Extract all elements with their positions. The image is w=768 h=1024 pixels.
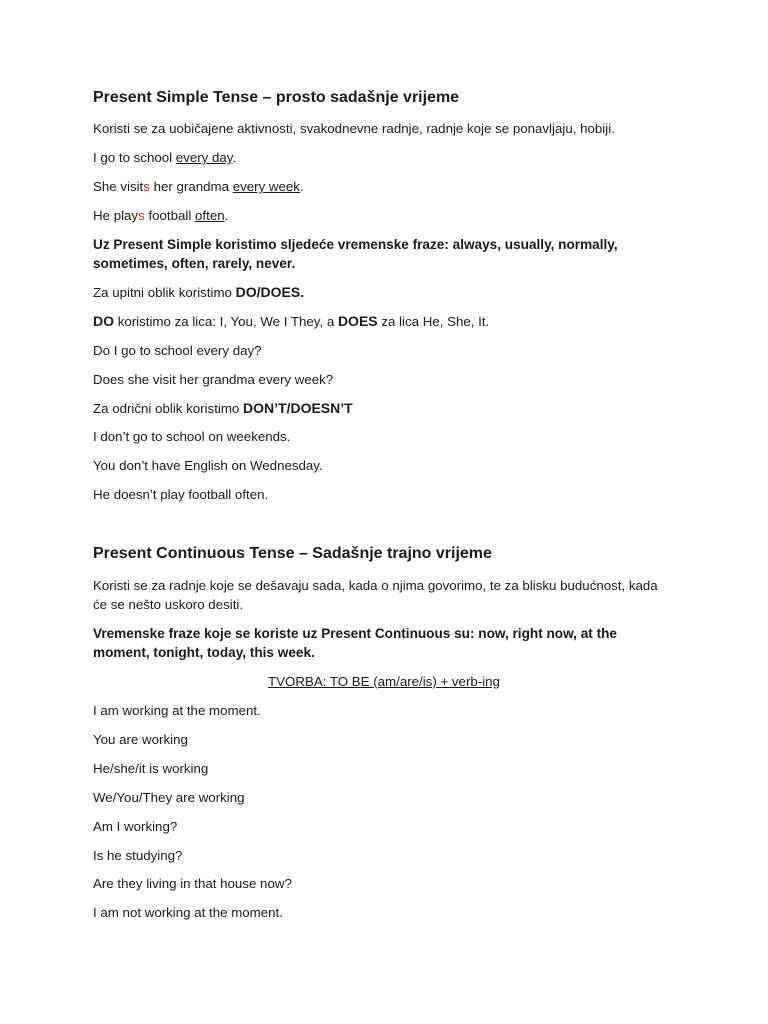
example-punct: . <box>299 179 304 194</box>
do-does-usage <box>93 312 489 331</box>
section2-time-phrases: Vremenske fraze koje se koriste uz Present Continuous su: now, right now, at the moment, tonight, today, this week. <box>93 626 617 660</box>
negative-example-3: He doesn’t play football often. <box>93 487 269 502</box>
time-phrase-underlined: every day <box>175 150 233 165</box>
continuous-example: Are they living in that house now? <box>93 876 292 891</box>
section1-intro: Koristi se za uobičajene aktivnosti, svakodnevne radnje, radnje koje se ponavljaju, hobiji. <box>93 121 615 136</box>
example-every-day <box>93 148 236 167</box>
example-punct: . <box>232 150 237 165</box>
continuous-example: I am working at the moment. <box>93 703 261 718</box>
example-text: I go to school <box>93 150 176 165</box>
ending-s-highlight: s <box>138 208 145 223</box>
question-form-rule <box>93 283 304 302</box>
example-text: He play <box>93 208 139 223</box>
negative-form-rule <box>93 399 353 418</box>
example-text: football <box>144 208 196 223</box>
rule-keyword: DO/DOES. <box>235 284 305 300</box>
formation-rule: TVORBA: TO BE (am/are/is) + verb-ing <box>268 674 500 689</box>
continuous-example: Am I working? <box>93 819 178 834</box>
example-every-week <box>93 177 304 196</box>
question-example-2: Does she visit her grandma every week? <box>93 372 334 387</box>
rule-keyword-do: DO <box>93 313 114 329</box>
negative-example-1: I don’t go to school on weekends. <box>93 429 291 444</box>
section1-time-phrases: Uz Present Simple koristimo sljedeće vremenske fraze: always, usually, normally, sometimes, often, rarely, never. <box>93 237 618 271</box>
continuous-example: We/You/They are working <box>93 790 245 805</box>
rule-keyword-does: DOES <box>337 313 378 329</box>
continuous-example: Is he studying? <box>93 848 183 863</box>
example-text: her grandma <box>149 179 233 194</box>
example-often <box>93 206 228 225</box>
example-punct: . <box>224 208 229 223</box>
section1-title: Present Simple Tense – prosto sadašnje vrijeme <box>93 89 460 106</box>
continuous-example: He/she/it is working <box>93 761 209 776</box>
rule-text: za lica He, She, It. <box>377 314 490 329</box>
rule-keyword: DON’T/DOESN’T <box>243 400 353 416</box>
negative-example-2: You don’t have English on Wednesday. <box>93 458 323 473</box>
section2-intro: Koristi se za radnje koje se dešavaju sada, kada o njima govorimo, te za blisku budućnost, kada će se nešto uskoro desiti. <box>93 578 658 612</box>
example-text: She visit <box>93 179 144 194</box>
time-phrase-underlined: every week <box>232 179 300 194</box>
rule-text: Za odrični oblik koristimo <box>93 401 244 416</box>
time-phrase-underlined: often <box>195 208 225 223</box>
continuous-example: I am not working at the moment. <box>93 905 283 920</box>
section2-title: Present Continuous Tense – Sadašnje trajno vrijeme <box>93 545 492 562</box>
question-example-1: Do I go to school every day? <box>93 343 262 358</box>
ending-s-highlight: s <box>143 179 150 194</box>
continuous-example: You are working <box>93 732 188 747</box>
rule-text: koristimo za lica: I, You, We I They, a <box>114 314 338 329</box>
rule-text: Za upitni oblik koristimo <box>93 285 236 300</box>
